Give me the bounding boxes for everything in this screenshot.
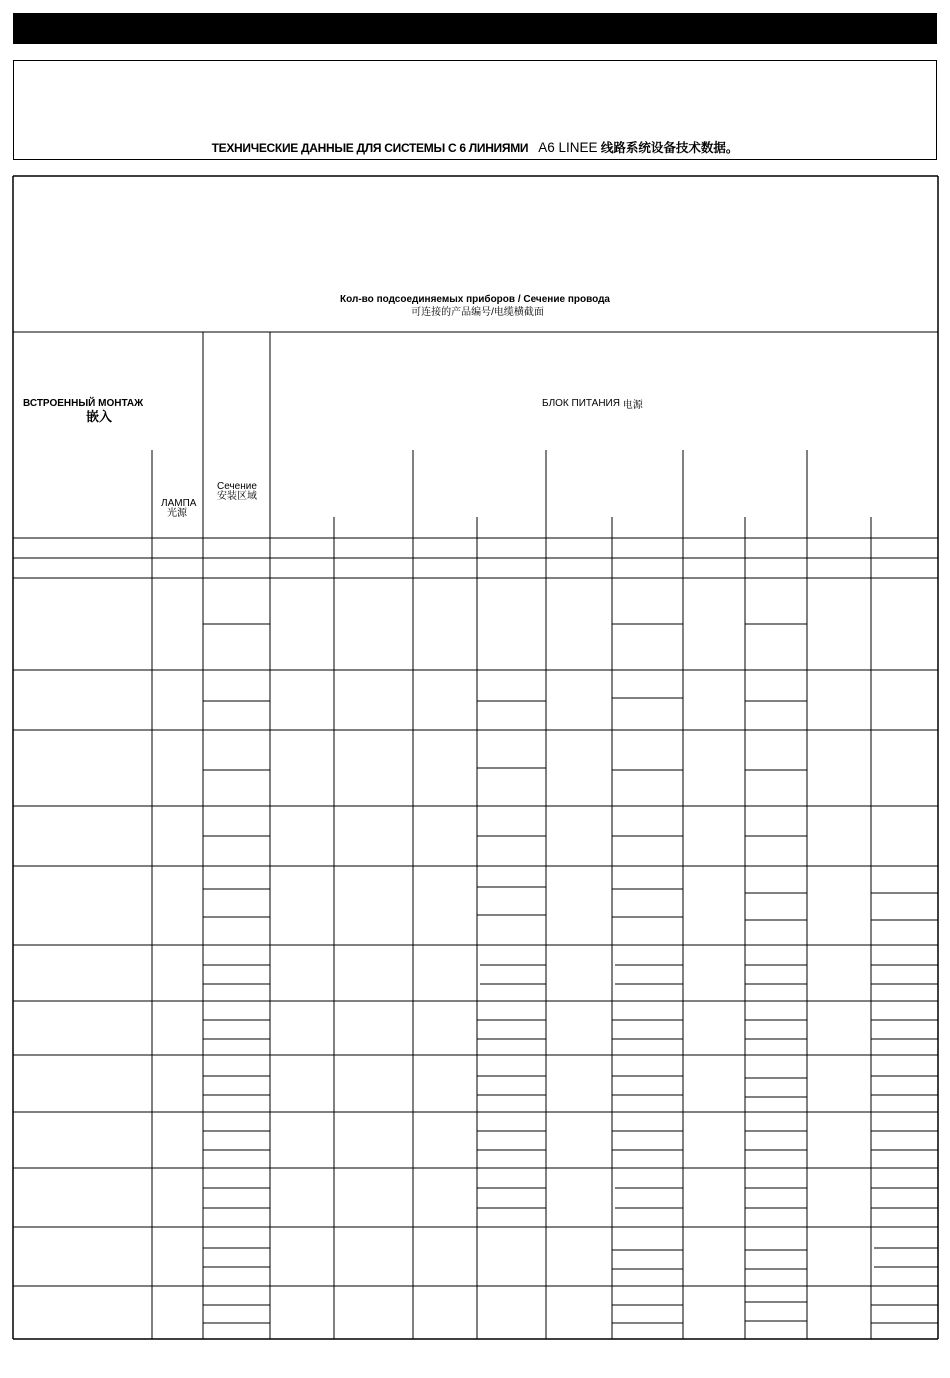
power-label-ru: БЛОК ПИТАНИЯ [542, 398, 620, 409]
title-ru: ТЕХНИЧЕСКИЕ ДАННЫЕ ДЛЯ СИСТЕМЫ С 6 ЛИНИЯМИ [211, 141, 529, 155]
lamp-label-ru: ЛАМПА [161, 498, 197, 509]
power-label-cn: 电源 [622, 400, 643, 411]
title-cn: 线路系统设备技术数据。 [600, 141, 739, 155]
power-label [542, 398, 643, 409]
top-heading-ru: Кол-во подсоединяемых приборов / Сечение провода [340, 294, 610, 305]
mount-label-cn: 嵌入 [86, 409, 113, 424]
title-code: A6 LINEE [538, 140, 598, 155]
mount-label-ru: ВСТРОЕННЫЙ МОНТАЖ [23, 398, 144, 409]
section-label-ru: Сечение [217, 481, 257, 492]
section-label-cn: 安装区域 [217, 491, 257, 502]
top-heading-cn: 可连接的产品编号/电缆横截面 [411, 307, 544, 318]
lamp-label-cn: 光源 [167, 508, 187, 519]
